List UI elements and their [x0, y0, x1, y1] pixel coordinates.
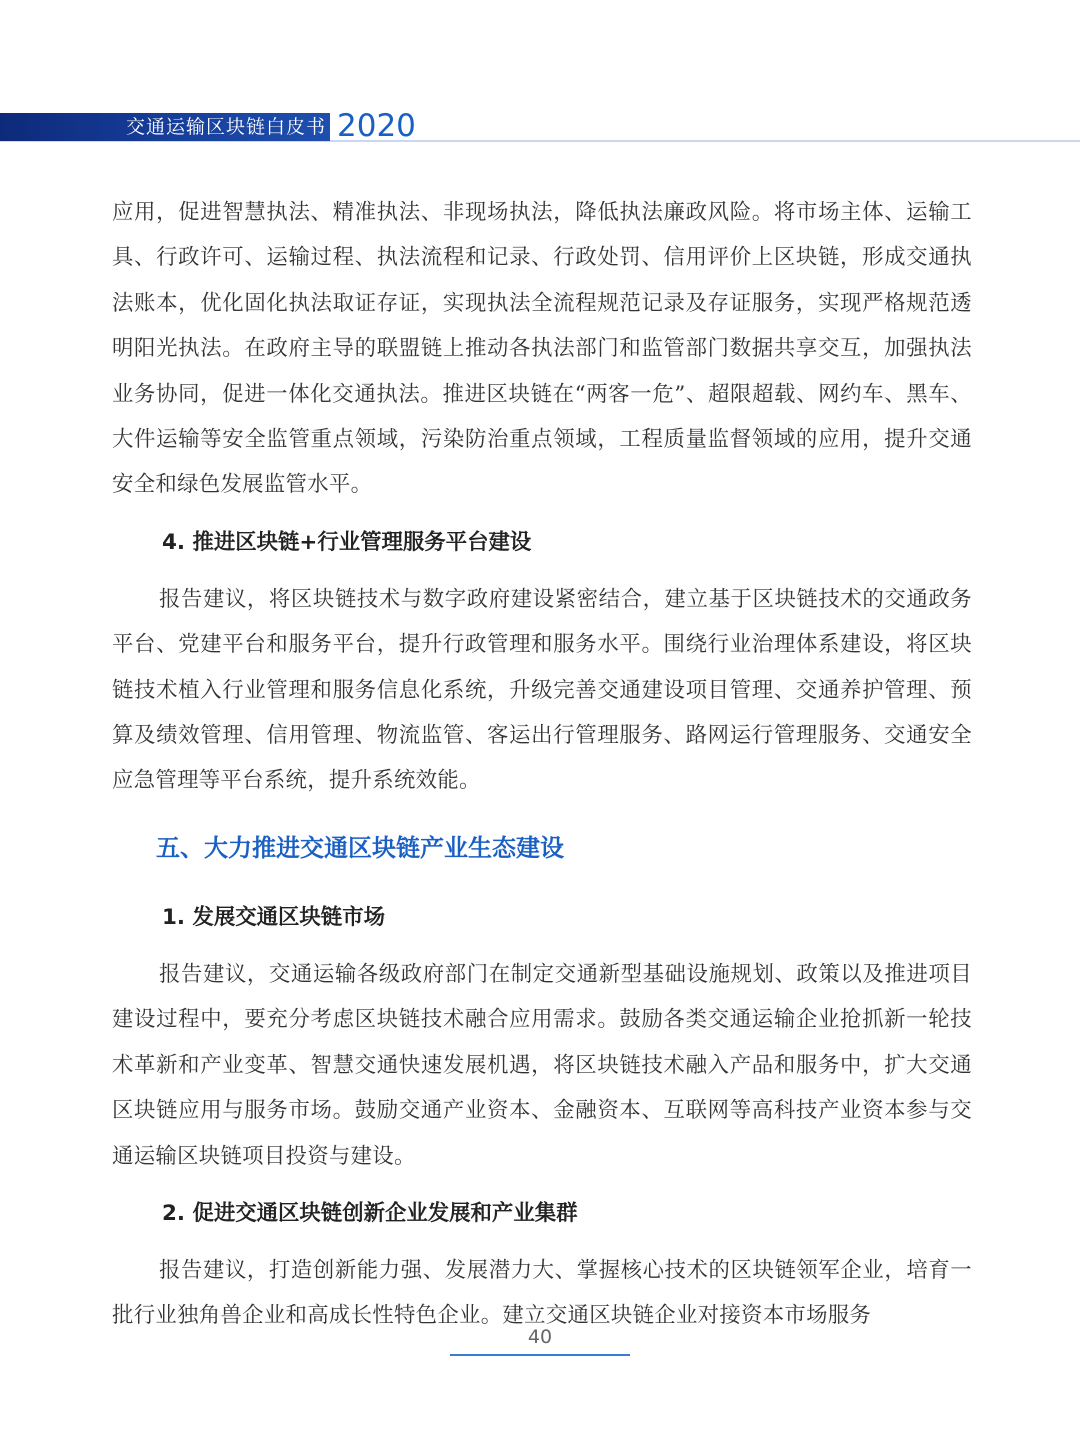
- paragraph-market: 报告建议，交通运输各级政府部门在制定交通新型基础设施规划、政策以及推进项目建设过程中，要充分考虑区块链技术融合应用需求。鼓励各类交通运输企业抢抓新一轮技术革新和产业变革、智慧交通快速发展机遇，将区块链技术融入产品和服务中，扩大交通区块链应用与服务市场。鼓励交通产业资本、金融资本、互联网等高科技产业资本参与交通运输区块链项目投资与建设。: [112, 961, 972, 1169]
- subheading-cluster: 2. 促进交通区块链创新企业发展和产业集群: [162, 1200, 578, 1226]
- page-content: [112, 190, 972, 1339]
- page-header: [0, 108, 1080, 144]
- paragraph-cluster: 报告建议，打造创新能力强、发展潜力大、掌握核心技术的区块链领军企业，培育一批行业独角兽企业和高成长性特色企业。建立交通区块链企业对接资本市场服务: [112, 1257, 972, 1329]
- section-title-ecosystem: 五、大力推进交通区块链产业生态建设: [156, 833, 564, 862]
- page-number: 40: [527, 1326, 553, 1348]
- header-year: 2020: [337, 108, 416, 144]
- subheading-market: 1. 发展交通区块链市场: [162, 904, 385, 930]
- page-number-underline: [450, 1354, 630, 1356]
- paragraph-enforcement: 应用，促进智慧执法、精准执法、非现场执法，降低执法廉政风险。将市场主体、运输工具、行政许可、运输过程、执法流程和记录、行政处罚、信用评价上区块链，形成交通执法账本，优化固化执法取证存证，实现执法全流程规范记录及存证服务，实现严格规范透明阳光执法。在政府主导的联盟链上推动各执法部门和监管部门数据共享交互，加强执法业务协同，促进一体化交通执法。推进区块链在“两客一危”、超限超载、网约车、黑车、大件运输等安全监管重点领域，污染防治重点领域，工程质量监督领域的应用，提升交通安全和绿色发展监管水平。: [112, 200, 972, 498]
- paragraph-platform: 报告建议，将区块链技术与数字政府建设紧密结合，建立基于区块链技术的交通政务平台、党建平台和服务平台，提升行政管理和服务水平。围绕行业治理体系建设，将区块链技术植入行业管理和服务信息化系统，升级完善交通建设项目管理、交通养护管理、预算及绩效管理、信用管理、物流监管、客运出行管理服务、路网运行管理服务、交通安全应急管理等平台系统，提升系统效能。: [112, 586, 972, 794]
- subheading-platform: 4. 推进区块链+行业管理服务平台建设: [162, 529, 532, 555]
- header-title: 交通运输区块链白皮书: [126, 116, 327, 138]
